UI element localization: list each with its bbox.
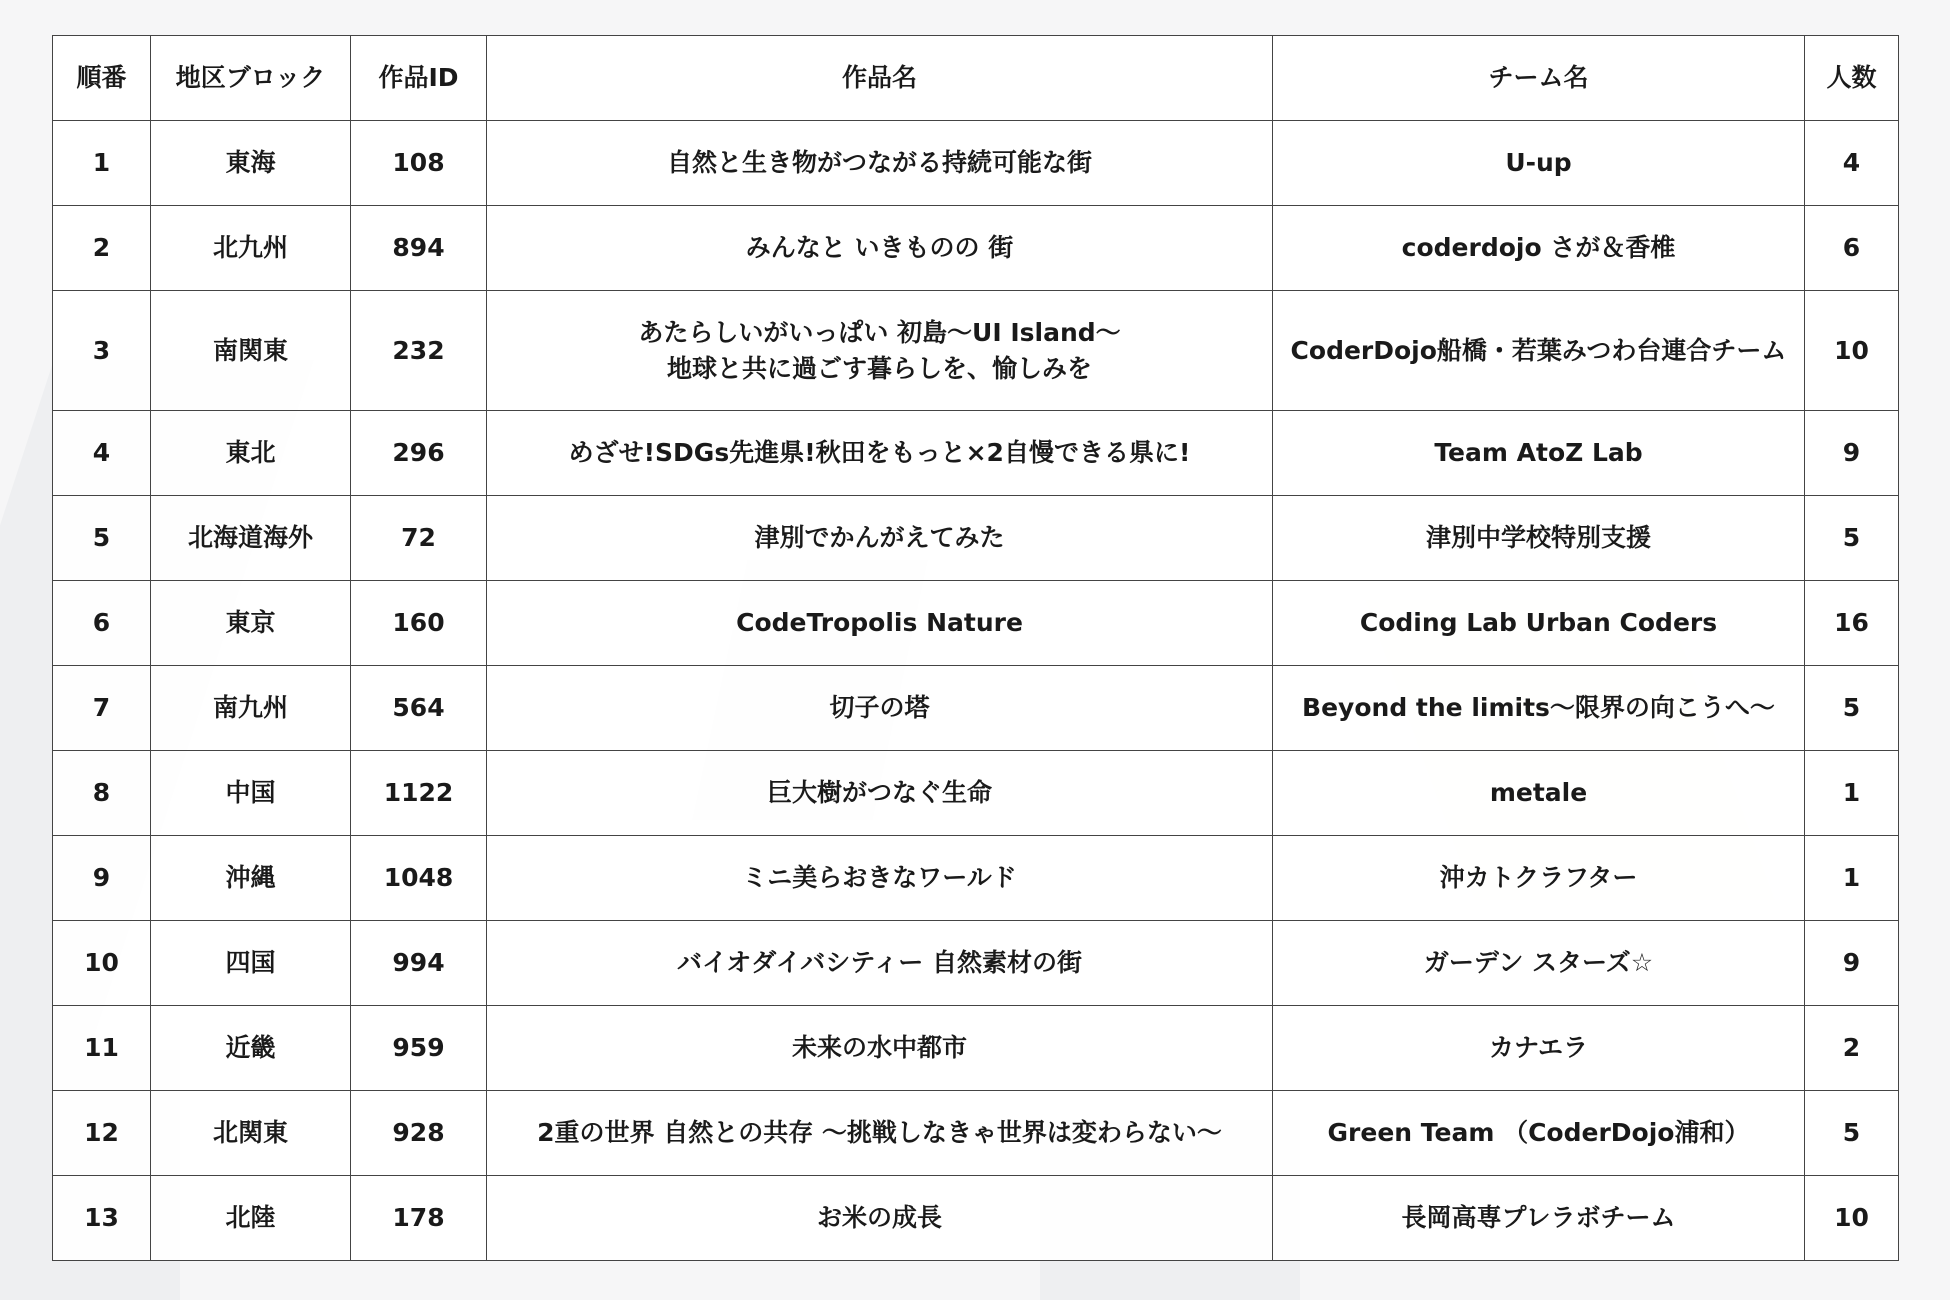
order-cell: 11 — [53, 1006, 151, 1091]
members-cell: 10 — [1805, 291, 1899, 411]
order-cell: 7 — [53, 666, 151, 751]
work-id-cell: 232 — [351, 291, 487, 411]
table-row — [53, 291, 1899, 411]
work-title-line: めざせ!SDGs先進県!秋田をもっと×2自慢できる県に! — [568, 438, 1191, 467]
column-header-region: 地区ブロック — [151, 36, 351, 121]
team-name-cell: U-up — [1273, 121, 1805, 206]
members-cell: 4 — [1805, 121, 1899, 206]
team-name-cell: CoderDojo船橋・若葉みつわ台連合チーム — [1273, 291, 1805, 411]
region-cell: 沖縄 — [151, 836, 351, 921]
order-cell: 6 — [53, 581, 151, 666]
work-title-line: 2重の世界 自然との共存 〜挑戦しなきゃ世界は変わらない〜 — [537, 1118, 1222, 1147]
table-row — [53, 921, 1899, 1006]
table-row — [53, 496, 1899, 581]
region-cell: 近畿 — [151, 1006, 351, 1091]
order-cell: 13 — [53, 1176, 151, 1261]
column-header-order: 順番 — [53, 36, 151, 121]
work-title-cell — [487, 411, 1273, 496]
members-cell: 5 — [1805, 666, 1899, 751]
members-cell: 9 — [1805, 411, 1899, 496]
table-body — [53, 121, 1899, 1261]
team-name-cell: 津別中学校特別支援 — [1273, 496, 1805, 581]
work-title-cell — [487, 121, 1273, 206]
work-id-cell: 160 — [351, 581, 487, 666]
region-cell: 北陸 — [151, 1176, 351, 1261]
work-title-line: 地球と共に過ごす暮らしを、愉しみを — [666, 353, 1092, 383]
work-id-cell: 928 — [351, 1091, 487, 1176]
work-id-cell: 994 — [351, 921, 487, 1006]
ranking-table — [52, 35, 1899, 1261]
table-row — [53, 121, 1899, 206]
work-id-cell: 178 — [351, 1176, 487, 1261]
work-id-cell: 1122 — [351, 751, 487, 836]
members-cell: 5 — [1805, 1091, 1899, 1176]
work-title-line: CodeTropolis Nature — [736, 608, 1023, 637]
table-row — [53, 1091, 1899, 1176]
work-title-cell — [487, 496, 1273, 581]
team-name-cell: 沖カトクラフター — [1273, 836, 1805, 921]
order-cell: 8 — [53, 751, 151, 836]
region-cell: 北九州 — [151, 206, 351, 291]
table-row — [53, 1006, 1899, 1091]
work-title-cell — [487, 751, 1273, 836]
work-title-line: 切子の塔 — [829, 693, 930, 722]
team-name-cell: ガーデン スターズ☆ — [1273, 921, 1805, 1006]
work-title-cell — [487, 836, 1273, 921]
team-name-cell: coderdojo さが＆香椎 — [1273, 206, 1805, 291]
order-cell: 2 — [53, 206, 151, 291]
team-name-cell: Green Team （CoderDojo浦和） — [1273, 1091, 1805, 1176]
work-title-line: みんなと いきものの 街 — [745, 233, 1014, 262]
table-row — [53, 206, 1899, 291]
team-name-cell: metale — [1273, 751, 1805, 836]
members-cell: 1 — [1805, 836, 1899, 921]
work-title-cell — [487, 666, 1273, 751]
work-title-line: あたらしいがいっぱい 初島〜UI Island〜 — [638, 317, 1121, 347]
team-name-cell: Team AtoZ Lab — [1273, 411, 1805, 496]
work-title-cell — [487, 1091, 1273, 1176]
order-cell: 9 — [53, 836, 151, 921]
team-name-cell: Beyond the limits〜限界の向こうへ〜 — [1273, 666, 1805, 751]
table-row — [53, 836, 1899, 921]
region-cell: 北関東 — [151, 1091, 351, 1176]
work-title-cell — [487, 581, 1273, 666]
order-cell: 5 — [53, 496, 151, 581]
region-cell: 中国 — [151, 751, 351, 836]
members-cell: 16 — [1805, 581, 1899, 666]
column-header-work-title: 作品名 — [487, 36, 1273, 121]
members-cell: 1 — [1805, 751, 1899, 836]
members-cell: 6 — [1805, 206, 1899, 291]
work-title-cell — [487, 1006, 1273, 1091]
work-title-line: 自然と生き物がつながる持続可能な街 — [666, 148, 1092, 177]
region-cell: 南九州 — [151, 666, 351, 751]
members-cell: 5 — [1805, 496, 1899, 581]
region-cell: 四国 — [151, 921, 351, 1006]
order-cell: 12 — [53, 1091, 151, 1176]
order-cell: 4 — [53, 411, 151, 496]
region-cell: 東海 — [151, 121, 351, 206]
order-cell: 1 — [53, 121, 151, 206]
table-row — [53, 666, 1899, 751]
work-id-cell: 564 — [351, 666, 487, 751]
column-header-work-id: 作品ID — [351, 36, 487, 121]
table-row — [53, 411, 1899, 496]
work-title-cell — [487, 291, 1273, 411]
work-title-line: バイオダイバシティー 自然素材の街 — [677, 948, 1082, 977]
work-id-cell: 959 — [351, 1006, 487, 1091]
column-header-team-name: チーム名 — [1273, 36, 1805, 121]
work-id-cell: 1048 — [351, 836, 487, 921]
work-title-line: 津別でかんがえてみた — [754, 523, 1005, 552]
table-header-row — [53, 36, 1899, 121]
ranking-table-container — [52, 35, 1898, 1261]
work-id-cell: 894 — [351, 206, 487, 291]
work-title-line: 未来の水中都市 — [791, 1033, 967, 1062]
work-title-line: お米の成長 — [816, 1203, 942, 1232]
region-cell: 東京 — [151, 581, 351, 666]
work-id-cell: 296 — [351, 411, 487, 496]
team-name-cell: Coding Lab Urban Coders — [1273, 581, 1805, 666]
work-title-line: 巨大樹がつなぐ生命 — [766, 778, 992, 807]
members-cell: 10 — [1805, 1176, 1899, 1261]
members-cell: 2 — [1805, 1006, 1899, 1091]
table-row — [53, 751, 1899, 836]
column-header-members: 人数 — [1805, 36, 1899, 121]
team-name-cell: 長岡高専プレラボチーム — [1273, 1176, 1805, 1261]
table-row — [53, 581, 1899, 666]
work-title-cell — [487, 1176, 1273, 1261]
work-title-cell — [487, 206, 1273, 291]
order-cell: 3 — [53, 291, 151, 411]
work-title-line: ミニ美らおきなワールド — [742, 863, 1017, 892]
region-cell: 北海道海外 — [151, 496, 351, 581]
work-id-cell: 72 — [351, 496, 487, 581]
order-cell: 10 — [53, 921, 151, 1006]
work-id-cell: 108 — [351, 121, 487, 206]
region-cell: 南関東 — [151, 291, 351, 411]
region-cell: 東北 — [151, 411, 351, 496]
team-name-cell: カナエラ — [1273, 1006, 1805, 1091]
work-title-cell — [487, 921, 1273, 1006]
members-cell: 9 — [1805, 921, 1899, 1006]
table-row — [53, 1176, 1899, 1261]
